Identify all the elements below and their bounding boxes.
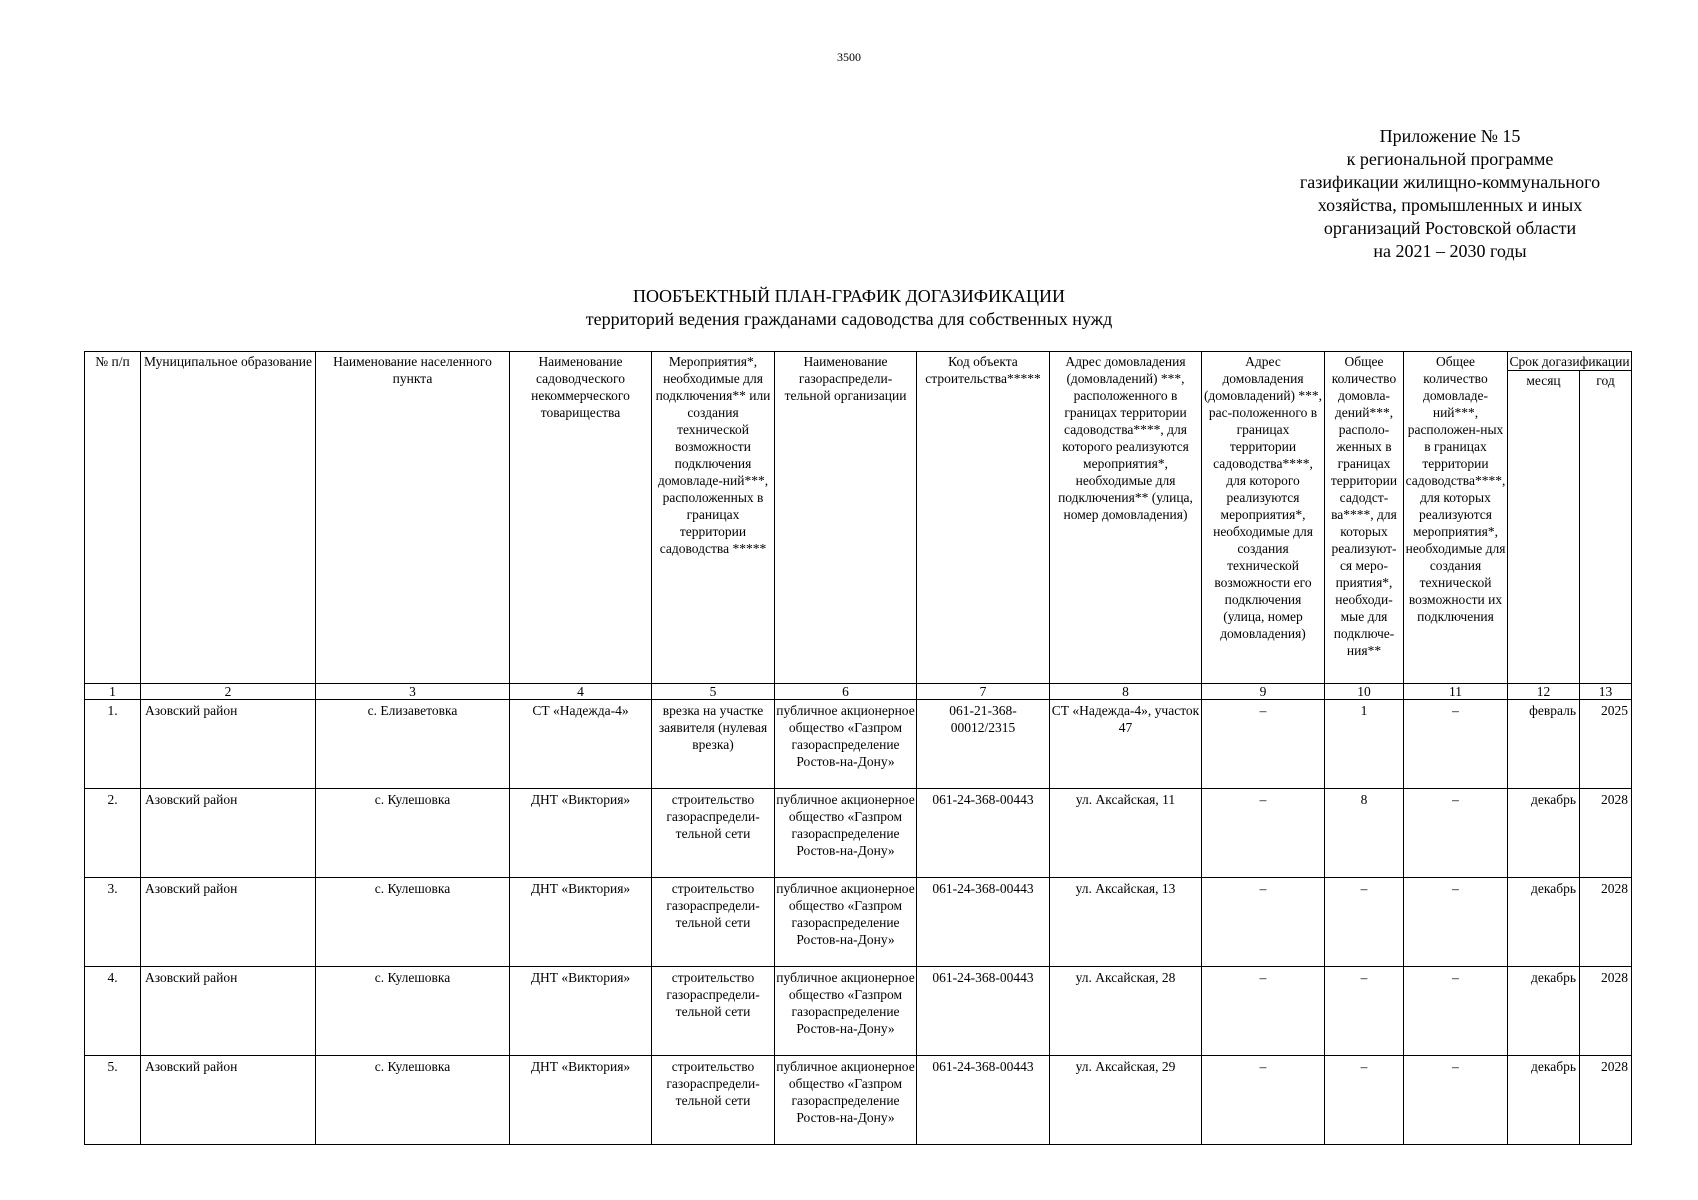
address-capacity-cell: – <box>1202 1056 1325 1145</box>
appendix-line: газификации жилищно-коммунального <box>1299 172 1601 192</box>
address-connection-cell: ул. Аксайская, 28 <box>1050 967 1202 1056</box>
measures-cell: строительство газораспредели-тельной сети <box>652 789 775 878</box>
header-address-connection: Адрес домовладения (домовладений) ***, расположенного в границах территории садоводства****, для которого реализуются мероприятия*, необходимые для подключения** (улица, номер домовладения) <box>1050 352 1202 684</box>
appendix-line: Приложение № 15 <box>1379 126 1521 146</box>
column-number-cell: 9 <box>1202 684 1325 700</box>
measures-cell: строительство газораспредели-тельной сети <box>652 1056 775 1145</box>
header-object-code: Код объекта строительства***** <box>917 352 1050 684</box>
count-connection-cell: – <box>1325 967 1404 1056</box>
measures-cell: строительство газораспредели-тельной сети <box>652 878 775 967</box>
object-code-cell: 061-21-368-00012/2315 <box>917 700 1050 789</box>
header-month: месяц <box>1508 371 1580 684</box>
object-code-cell: 061-24-368-00443 <box>917 878 1050 967</box>
municipality-cell: Азовский район <box>141 700 316 789</box>
partnership-cell: ДНТ «Виктория» <box>510 967 652 1056</box>
year-cell: 2028 <box>1580 878 1632 967</box>
header-settlement: Наименование населенного пункта <box>316 352 510 684</box>
gas-organization-cell: публичное акционерное общество «Газпром газораспределение Ростов-на-Дону» <box>775 700 917 789</box>
address-connection-cell: ул. Аксайская, 13 <box>1050 878 1202 967</box>
row-number-cell: 1. <box>85 700 141 789</box>
count-capacity-cell: – <box>1404 1056 1508 1145</box>
month-cell: декабрь <box>1508 967 1580 1056</box>
settlement-cell: с. Кулешовка <box>316 878 510 967</box>
address-capacity-cell: – <box>1202 700 1325 789</box>
appendix-block <box>1265 125 1635 263</box>
address-connection-cell: ул. Аксайская, 11 <box>1050 789 1202 878</box>
table-row <box>85 878 1632 967</box>
header-count-connection: Общее количество домовла-дений***, располо-женных в границах территории садодст-ва****, для которых реализуют-ся меро-приятия*, необходи-мые для подключе-ния** <box>1325 352 1404 684</box>
gas-organization-cell: публичное акционерное общество «Газпром газораспределение Ростов-на-Дону» <box>775 1056 917 1145</box>
month-cell: декабрь <box>1508 789 1580 878</box>
partnership-cell: ДНТ «Виктория» <box>510 789 652 878</box>
table-row <box>85 700 1632 789</box>
column-number-cell: 2 <box>141 684 316 700</box>
column-number-cell: 12 <box>1508 684 1580 700</box>
measures-cell: строительство газораспредели-тельной сети <box>652 967 775 1056</box>
column-number-cell: 1 <box>85 684 141 700</box>
title-main: ПООБЪЕКТНЫЙ ПЛАН-ГРАФИК ДОГАЗИФИКАЦИИ <box>633 286 1065 306</box>
table-header <box>85 352 1632 700</box>
municipality-cell: Азовский район <box>141 967 316 1056</box>
settlement-cell: с. Кулешовка <box>316 1056 510 1145</box>
row-number-cell: 2. <box>85 789 141 878</box>
column-number-cell: 7 <box>917 684 1050 700</box>
column-number-row <box>85 684 1632 700</box>
header-measures: Мероприятия*, необходимые для подключения** или создания технической возможности подключения домовладе-ний***, расположенных в границах территории садоводства ***** <box>652 352 775 684</box>
count-connection-cell: 8 <box>1325 789 1404 878</box>
row-number-cell: 5. <box>85 1056 141 1145</box>
gas-organization-cell: публичное акционерное общество «Газпром газораспределение Ростов-на-Дону» <box>775 878 917 967</box>
municipality-cell: Азовский район <box>141 789 316 878</box>
settlement-cell: с. Елизаветовка <box>316 700 510 789</box>
table-row <box>85 789 1632 878</box>
appendix-line: хозяйства, промышленных и иных <box>1317 195 1583 215</box>
count-connection-cell: – <box>1325 1056 1404 1145</box>
row-number-cell: 3. <box>85 878 141 967</box>
count-connection-cell: – <box>1325 878 1404 967</box>
column-number-cell: 13 <box>1580 684 1632 700</box>
row-number-cell: 4. <box>85 967 141 1056</box>
column-number-cell: 8 <box>1050 684 1202 700</box>
year-cell: 2028 <box>1580 1056 1632 1145</box>
settlement-cell: с. Кулешовка <box>316 789 510 878</box>
month-cell: декабрь <box>1508 878 1580 967</box>
table-row <box>85 1056 1632 1145</box>
municipality-cell: Азовский район <box>141 878 316 967</box>
municipality-cell: Азовский район <box>141 1056 316 1145</box>
count-capacity-cell: – <box>1404 967 1508 1056</box>
header-address-capacity: Адрес домовладения (домовладений) ***, рас-положенного в границах территории садоводства****, для которого реализуются мероприятия*, необходимые для создания технической возможности его подключения (улица, номер домовладения) <box>1202 352 1325 684</box>
year-cell: 2028 <box>1580 967 1632 1056</box>
partnership-cell: ДНТ «Виктория» <box>510 1056 652 1145</box>
count-capacity-cell: – <box>1404 789 1508 878</box>
measures-cell: врезка на участке заявителя (нулевая врезка) <box>652 700 775 789</box>
object-code-cell: 061-24-368-00443 <box>917 789 1050 878</box>
address-connection-cell: ул. Аксайская, 29 <box>1050 1056 1202 1145</box>
header-gas-organization: Наименование газораспредели-тельной организации <box>775 352 917 684</box>
header-partnership: Наименование садоводческого некоммерческого товарищества <box>510 352 652 684</box>
count-capacity-cell: – <box>1404 878 1508 967</box>
header-municipality: Муниципальное образование <box>141 352 316 684</box>
appendix-line: к региональной программе <box>1346 149 1554 169</box>
title-sub: территорий ведения гражданами садоводства для собственных нужд <box>585 309 1113 329</box>
month-cell: февраль <box>1508 700 1580 789</box>
column-number-cell: 5 <box>652 684 775 700</box>
column-number-cell: 3 <box>316 684 510 700</box>
gas-organization-cell: публичное акционерное общество «Газпром газораспределение Ростов-на-Дону» <box>775 967 917 1056</box>
address-capacity-cell: – <box>1202 967 1325 1056</box>
header-count-capacity: Общее количество домовладе-ний***, расположен-ных в границах территории садоводства****, для которых реализуются мероприятия*, необходимые для создания технической возможности их подключения <box>1404 352 1508 684</box>
partnership-cell: ДНТ «Виктория» <box>510 878 652 967</box>
appendix-line: на 2021 – 2030 годы <box>1373 241 1527 261</box>
count-capacity-cell: – <box>1404 700 1508 789</box>
object-code-cell: 061-24-368-00443 <box>917 1056 1050 1145</box>
year-cell: 2028 <box>1580 789 1632 878</box>
column-number-cell: 10 <box>1325 684 1404 700</box>
table-body <box>85 700 1632 1145</box>
document-title <box>0 285 1698 331</box>
page-number: 3500 <box>837 50 861 64</box>
header-number: № п/п <box>85 352 141 684</box>
appendix-line: организаций Ростовской области <box>1323 218 1577 238</box>
table-row <box>85 967 1632 1056</box>
column-number-cell: 4 <box>510 684 652 700</box>
header-deadline-group: Срок догазификации <box>1508 352 1632 371</box>
address-capacity-cell: – <box>1202 789 1325 878</box>
year-cell: 2025 <box>1580 700 1632 789</box>
column-number-cell: 11 <box>1404 684 1508 700</box>
header-year: год <box>1580 371 1632 684</box>
gas-organization-cell: публичное акционерное общество «Газпром газораспределение Ростов-на-Дону» <box>775 789 917 878</box>
plan-table <box>84 351 1632 1145</box>
partnership-cell: СТ «Надежда-4» <box>510 700 652 789</box>
count-connection-cell: 1 <box>1325 700 1404 789</box>
address-connection-cell: СТ «Надежда-4», участок 47 <box>1050 700 1202 789</box>
column-number-cell: 6 <box>775 684 917 700</box>
settlement-cell: с. Кулешовка <box>316 967 510 1056</box>
month-cell: декабрь <box>1508 1056 1580 1145</box>
object-code-cell: 061-24-368-00443 <box>917 967 1050 1056</box>
address-capacity-cell: – <box>1202 878 1325 967</box>
